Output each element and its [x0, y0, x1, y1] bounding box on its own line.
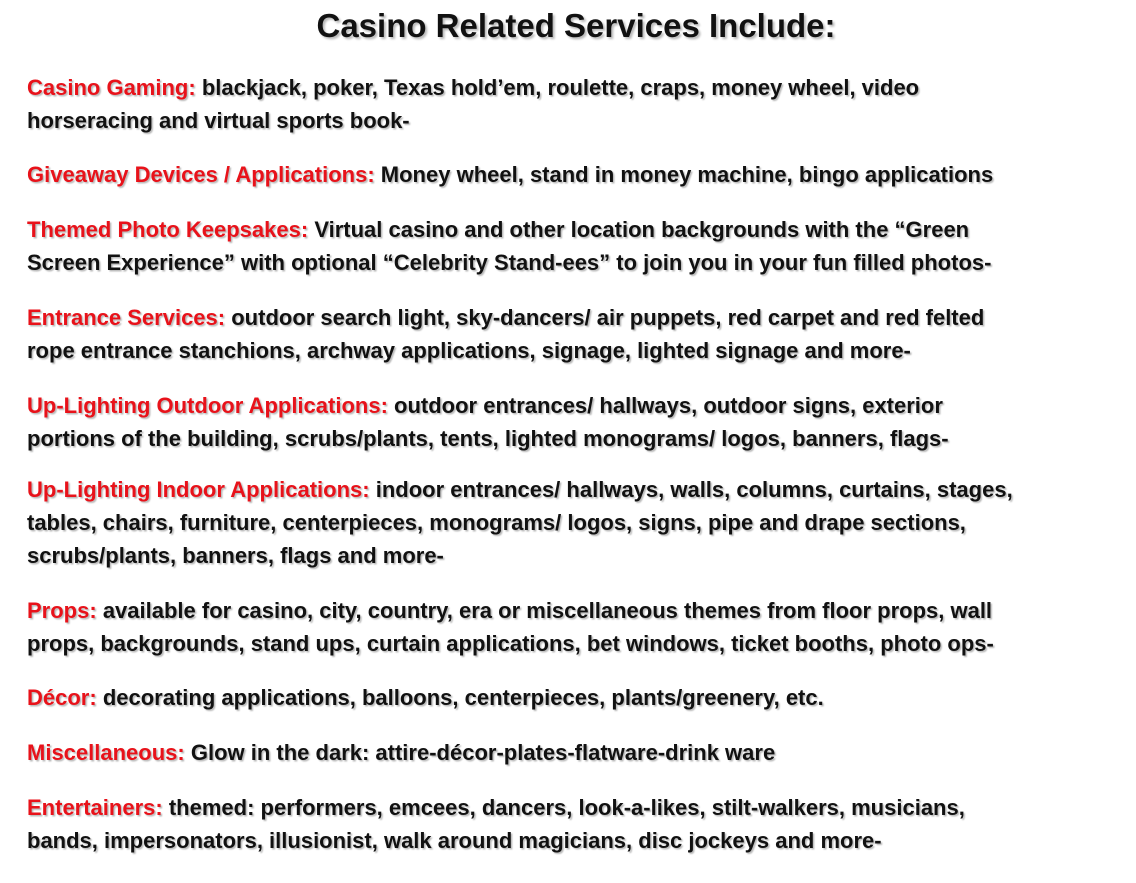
- service-text: Money wheel, stand in money machine, bingo applications: [380, 162, 994, 187]
- service-props: [27, 594, 1127, 660]
- service-line: props, backgrounds, stand ups, curtain applications, bet windows, ticket booths, photo ops-: [27, 631, 994, 656]
- page-title: Casino Related Services Include:: [316, 7, 836, 44]
- service-label: Up-Lighting Outdoor Applications:: [27, 393, 388, 418]
- service-label: Entertainers:: [27, 795, 163, 820]
- service-line: Screen Experience” with optional “Celebrity Stand-ees” to join you in your fun filled photos-: [27, 250, 992, 275]
- service-text: blackjack, poker, Texas hold’em, roulette, craps, money wheel, video: [201, 75, 920, 100]
- service-line: [27, 158, 1127, 191]
- service-label: Casino Gaming:: [27, 75, 196, 100]
- service-giveaway-devices: [27, 158, 1127, 191]
- service-up-lighting-indoor: [27, 473, 1127, 572]
- service-line: [27, 71, 1127, 104]
- service-line: [27, 213, 1127, 246]
- service-label: Themed Photo Keepsakes:: [27, 217, 309, 242]
- service-label: Up-Lighting Indoor Applications:: [27, 477, 370, 502]
- service-themed-photo-keepsakes: [27, 213, 1127, 279]
- service-line: tables, chairs, furniture, centerpieces, monograms/ logos, signs, pipe and drape sections,: [27, 510, 966, 535]
- service-line: horseracing and virtual sports book-: [27, 108, 410, 133]
- service-text: Glow in the dark: attire-décor-plates-flatware-drink ware: [190, 740, 776, 765]
- service-text: indoor entrances/ hallways, walls, columns, curtains, stages,: [375, 477, 1013, 502]
- service-line: [27, 389, 1127, 422]
- service-line: [27, 594, 1127, 627]
- service-casino-gaming: [27, 71, 1127, 137]
- service-label: Entrance Services:: [27, 305, 226, 330]
- service-decor: [27, 681, 1127, 714]
- service-line: rope entrance stanchions, archway applications, signage, lighted signage and more-: [27, 338, 911, 363]
- service-line: scrubs/plants, banners, flags and more-: [27, 543, 444, 568]
- service-line: [27, 301, 1127, 334]
- service-text: available for casino, city, country, era or miscellaneous themes from floor props, wall: [102, 598, 993, 623]
- service-text: outdoor search light, sky-dancers/ air puppets, red carpet and red felted: [231, 305, 985, 330]
- service-line: [27, 681, 1127, 714]
- service-text: themed: performers, emcees, dancers, look-a-likes, stilt-walkers, musicians,: [168, 795, 965, 820]
- service-entertainers: [27, 791, 1127, 857]
- service-text: decorating applications, balloons, centerpieces, plants/greenery, etc.: [102, 685, 824, 710]
- service-label: Giveaway Devices / Applications:: [27, 162, 375, 187]
- service-label: Miscellaneous:: [27, 740, 185, 765]
- service-list: [27, 71, 1127, 857]
- service-line: [27, 736, 1127, 769]
- service-label: Props:: [27, 598, 97, 623]
- service-line: bands, impersonators, illusionist, walk around magicians, disc jockeys and more-: [27, 828, 882, 853]
- service-text: Virtual casino and other location backgrounds with the “Green: [314, 217, 970, 242]
- service-line: [27, 791, 1127, 824]
- service-text: outdoor entrances/ hallways, outdoor signs, exterior: [394, 393, 943, 418]
- service-line: [27, 473, 1127, 506]
- service-label: Décor:: [27, 685, 97, 710]
- service-up-lighting-outdoor: [27, 389, 1127, 455]
- service-miscellaneous: [27, 736, 1127, 769]
- service-line: portions of the building, scrubs/plants, tents, lighted monograms/ logos, banners, flags-: [27, 426, 949, 451]
- service-entrance-services: [27, 301, 1127, 367]
